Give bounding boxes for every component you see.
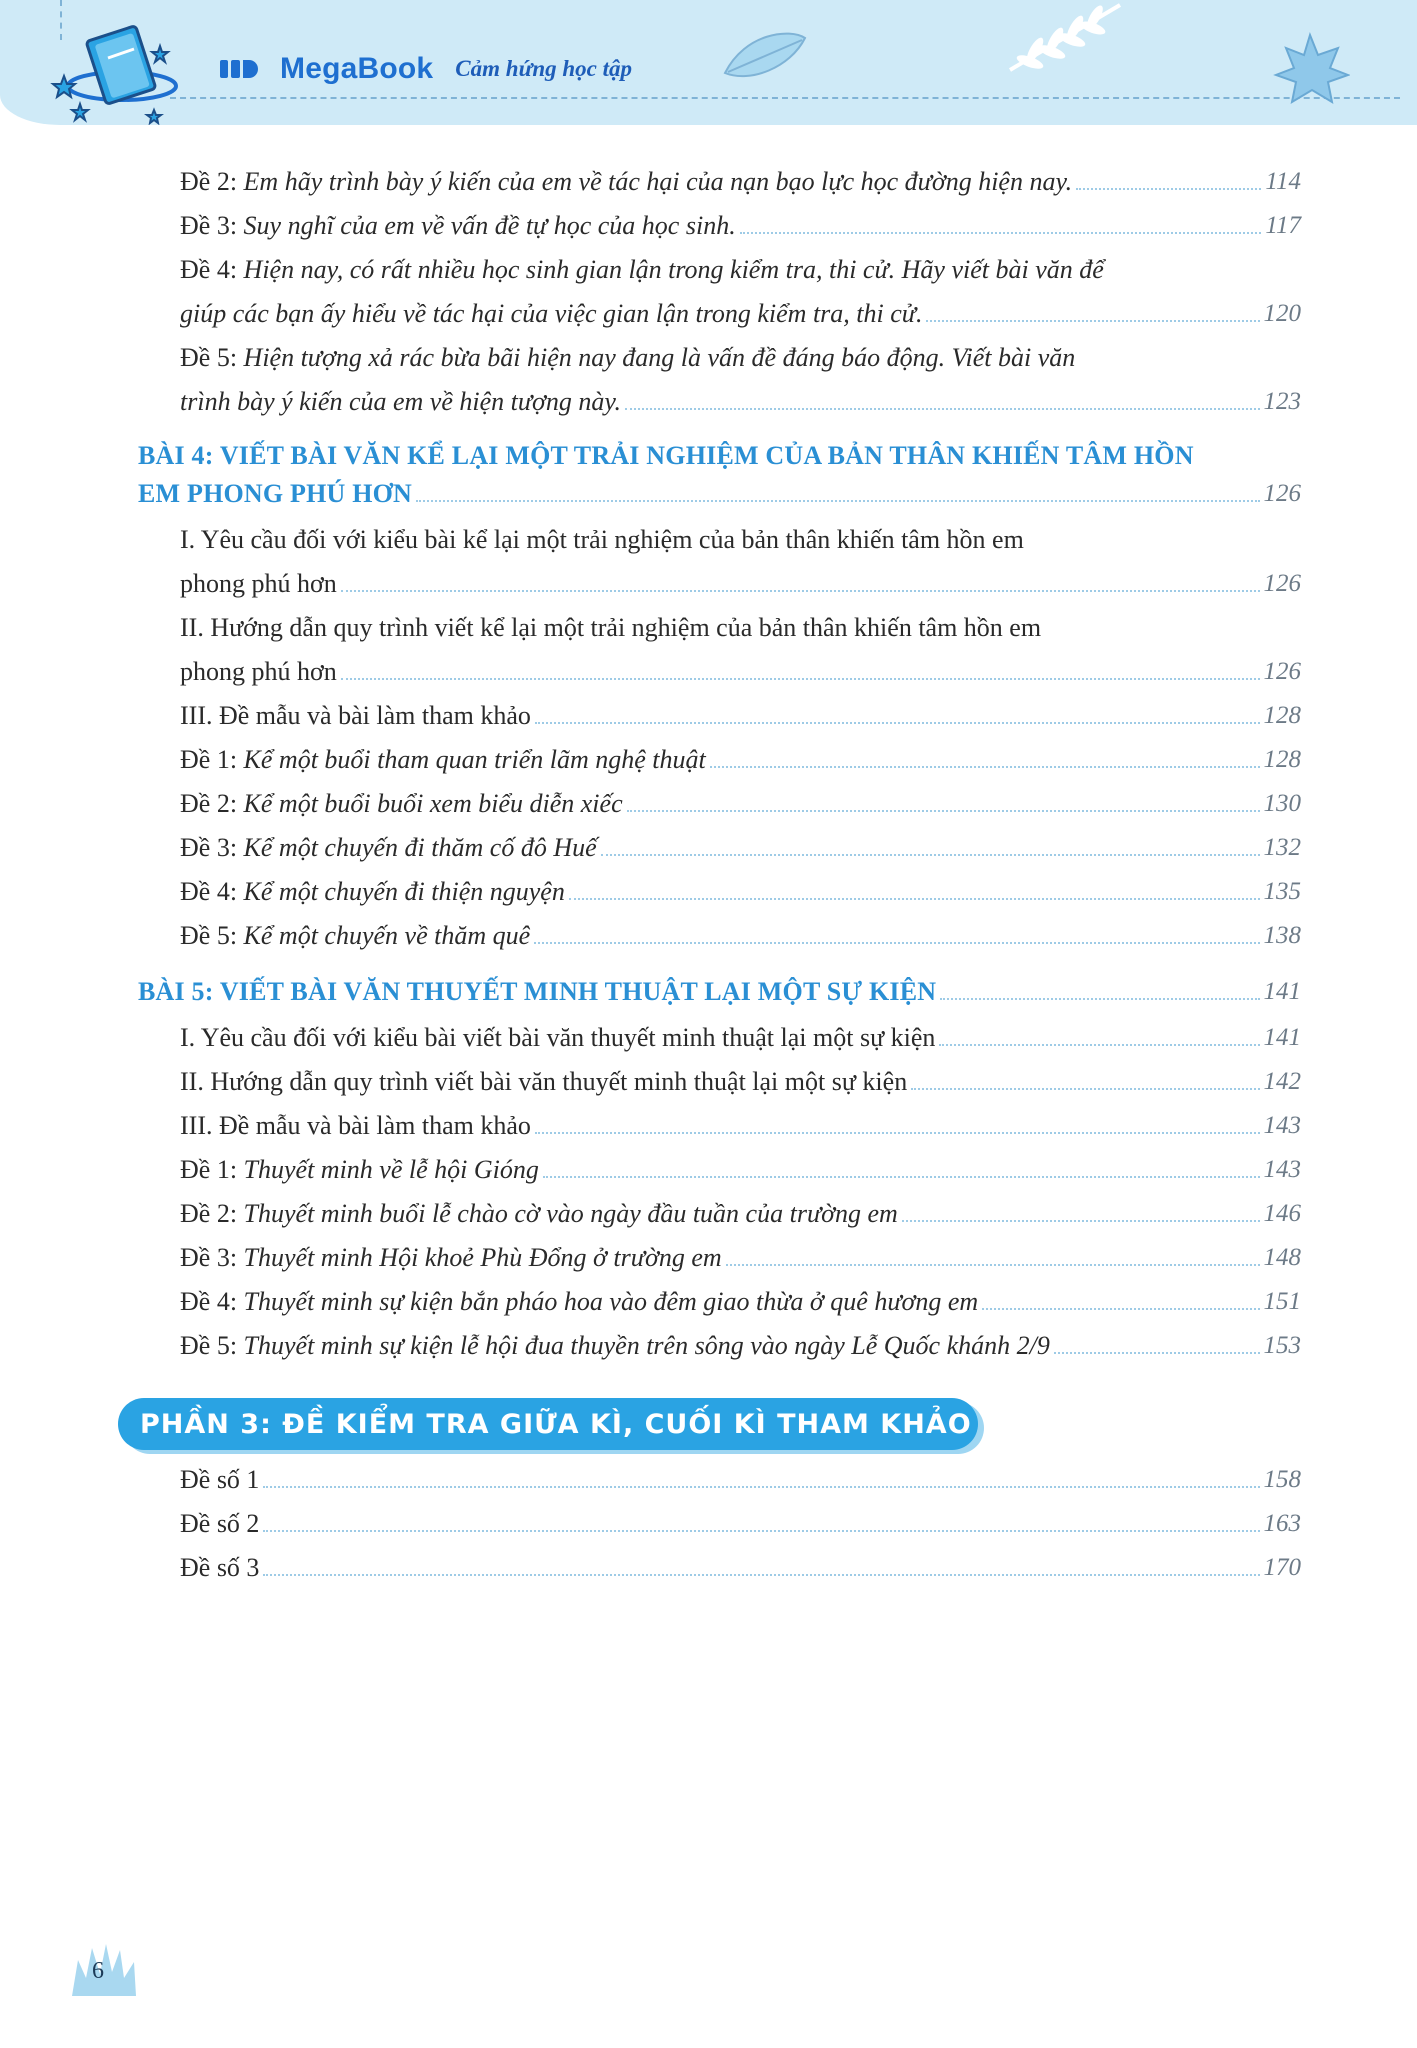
- toc-entry[interactable]: [180, 700, 1301, 732]
- page-number: 126: [1263, 658, 1301, 685]
- page-number: 148: [1263, 1244, 1301, 1271]
- entry-prefix: Đề 1:: [180, 745, 244, 774]
- dot-leader: [926, 320, 1259, 322]
- entry-prefix: Đề 4:: [180, 877, 244, 906]
- entry-title-cont: phong phú hơn: [180, 569, 337, 598]
- page-number: 158: [1263, 1466, 1301, 1493]
- entry-title: Suy nghĩ của em về vấn đề tự học của học sinh.: [243, 211, 736, 240]
- page-number: 130: [1263, 790, 1301, 817]
- page-number: 123: [1263, 388, 1301, 415]
- dot-leader: [263, 1486, 1259, 1488]
- dot-leader: [982, 1308, 1259, 1310]
- toc-entry[interactable]: [180, 1464, 1301, 1496]
- page-number: 142: [1263, 1068, 1301, 1095]
- toc-entry[interactable]: [180, 832, 1301, 864]
- page-number: 170: [1263, 1554, 1301, 1581]
- entry-title: Đề số 1: [180, 1465, 260, 1494]
- toc-entry[interactable]: [180, 166, 1301, 198]
- page-number: 138: [1263, 922, 1301, 949]
- page-number: 128: [1263, 746, 1301, 773]
- page-number-text: 6: [92, 1958, 104, 1984]
- dot-leader: [726, 1264, 1260, 1266]
- dot-leader: [627, 810, 1260, 812]
- dot-leader: [535, 722, 1260, 724]
- entry-title: Kể một chuyến về thăm quê: [243, 921, 531, 950]
- dot-leader: [625, 408, 1259, 410]
- entry-title-cont: giúp các bạn ấy hiểu về tác hại của việc gian lận trong kiểm tra, thi cử.: [180, 299, 923, 328]
- dot-leader: [341, 678, 1260, 680]
- page-number: 143: [1263, 1156, 1301, 1183]
- toc-entry-line[interactable]: II. Hướng dẫn quy trình viết kể lại một trải nghiệm của bản thân khiến tâm hồn em: [180, 613, 1042, 642]
- dot-leader: [263, 1530, 1259, 1532]
- entry-title: Hiện tượng xả rác bừa bãi hiện nay đang là vấn đề đáng báo động. Viết bài văn: [243, 343, 1076, 372]
- section-heading-entry[interactable]: [138, 478, 1301, 510]
- dot-leader: [1076, 188, 1261, 190]
- dot-leader: [601, 854, 1260, 856]
- toc-entry[interactable]: [180, 210, 1301, 242]
- page-number: 126: [1263, 480, 1301, 507]
- entry-title: Kể một chuyến đi thăm cố đô Huế: [243, 833, 597, 862]
- page-number: 153: [1263, 1332, 1301, 1359]
- entry-title: Kể một buổi buổi xem biểu diễn xiếc: [243, 789, 623, 818]
- page-number: 141: [1263, 1024, 1301, 1051]
- page-number: 163: [1263, 1510, 1301, 1537]
- entry-prefix: Đề 3:: [180, 1243, 244, 1272]
- page-number: 117: [1265, 212, 1301, 239]
- page-number-badge: [68, 1940, 140, 2000]
- dot-leader: [535, 1132, 1260, 1134]
- dot-leader: [543, 1176, 1260, 1178]
- page-number: 143: [1263, 1112, 1301, 1139]
- dot-leader: [534, 942, 1259, 944]
- section-heading: BÀI 5: VIẾT BÀI VĂN THUYẾT MINH THUẬT LẠI MỘT SỰ KIỆN: [138, 977, 937, 1006]
- entry-title: III. Đề mẫu và bài làm tham khảo: [180, 1111, 531, 1140]
- dot-leader: [911, 1088, 1259, 1090]
- entry-title: II. Hướng dẫn quy trình viết bài văn thuyết minh thuật lại một sự kiện: [180, 1067, 908, 1096]
- page-number: 132: [1263, 834, 1301, 861]
- toc-entry[interactable]: [180, 386, 1301, 418]
- page-number: 135: [1263, 878, 1301, 905]
- page-header: [0, 0, 1417, 125]
- toc-entry[interactable]: [180, 1154, 1301, 1186]
- entry-title: Em hãy trình bày ý kiến của em về tác hại của nạn bạo lực học đường hiện nay.: [243, 167, 1073, 196]
- page-number: 120: [1263, 300, 1301, 327]
- entry-title: Đề số 3: [180, 1553, 260, 1582]
- maple-leaf-icon: [1270, 30, 1350, 110]
- toc-entry[interactable]: [180, 298, 1301, 330]
- part-banner-title: PHẦN 3: ĐỀ KIỂM TRA GIỮA KÌ, CUỐI KÌ THAM KHẢO: [140, 1408, 972, 1440]
- entry-title: Kể một chuyến đi thiện nguyện: [243, 877, 565, 906]
- toc-entry-line[interactable]: [180, 342, 1075, 374]
- entry-title: Thuyết minh về lễ hội Gióng: [243, 1155, 539, 1184]
- toc-entry[interactable]: [180, 1242, 1301, 1274]
- page-number: 126: [1263, 570, 1301, 597]
- dot-leader: [263, 1574, 1259, 1576]
- toc-entry[interactable]: [180, 1552, 1301, 1584]
- book-with-stars-icon: [50, 18, 180, 125]
- toc-entry[interactable]: [180, 788, 1301, 820]
- entry-prefix: Đề 5:: [180, 921, 244, 950]
- entry-prefix: Đề 1:: [180, 1155, 244, 1184]
- dot-leader: [939, 1044, 1259, 1046]
- dot-leader: [569, 898, 1260, 900]
- toc-entry[interactable]: [180, 1508, 1301, 1540]
- section-heading-entry[interactable]: [138, 976, 1301, 1008]
- toc-entry[interactable]: [180, 744, 1301, 776]
- entry-title: Thuyết minh sự kiện bắn pháo hoa vào đêm giao thừa ở quê hương em: [243, 1287, 979, 1316]
- entry-title: Hiện nay, có rất nhiều học sinh gian lận trong kiểm tra, thi cử. Hãy viết bài văn để: [243, 255, 1104, 284]
- toc-entry-line[interactable]: [180, 254, 1104, 286]
- entry-prefix: Đề 2:: [180, 789, 244, 818]
- page-number: 151: [1263, 1288, 1301, 1315]
- entry-prefix: Đề 3:: [180, 211, 244, 240]
- entry-title-cont: trình bày ý kiến của em về hiện tượng này.: [180, 387, 622, 416]
- entry-prefix: Đề 5:: [180, 1331, 244, 1360]
- toc-entry[interactable]: [180, 1198, 1301, 1230]
- brand-name: MegaBook: [280, 52, 434, 85]
- toc-entry[interactable]: [180, 1286, 1301, 1318]
- dot-leader: [416, 500, 1259, 502]
- toc-entry-line[interactable]: I. Yêu cầu đối với kiểu bài kể lại một trải nghiệm của bản thân khiến tâm hồn em: [180, 525, 1024, 554]
- dot-leader: [710, 766, 1260, 768]
- dot-leader: [1054, 1352, 1260, 1354]
- dot-leader: [740, 232, 1262, 234]
- toc-entry[interactable]: [180, 1110, 1301, 1142]
- toc-entry[interactable]: [180, 1330, 1301, 1362]
- entry-prefix: Đề 2:: [180, 1199, 244, 1228]
- page-number: 114: [1265, 168, 1301, 195]
- entry-title: Thuyết minh sự kiện lễ hội đua thuyền trên sông vào ngày Lễ Quốc khánh 2/9: [243, 1331, 1050, 1360]
- brand-slogan: Cảm hứng học tập: [455, 56, 633, 81]
- page-number: 141: [1263, 978, 1301, 1005]
- toc-entry[interactable]: [180, 920, 1301, 952]
- entry-title-cont: phong phú hơn: [180, 657, 337, 686]
- brand-mark-icon: [220, 58, 258, 80]
- entry-title: Kể một buổi tham quan triển lãm nghệ thuật: [243, 745, 706, 774]
- leaf-icon: [720, 28, 810, 88]
- section-heading[interactable]: BÀI 4: VIẾT BÀI VĂN KỂ LẠI MỘT TRẢI NGHIỆM CỦA BẢN THÂN KHIẾN TÂM HỒN: [138, 441, 1194, 470]
- dot-leader: [341, 590, 1260, 592]
- page-number: 128: [1263, 702, 1301, 729]
- fern-icon: [1000, 0, 1130, 80]
- toc-entry[interactable]: [180, 876, 1301, 908]
- part-banner[interactable]: [118, 1398, 978, 1450]
- toc-entry[interactable]: [180, 656, 1301, 688]
- entry-title: III. Đề mẫu và bài làm tham khảo: [180, 701, 531, 730]
- section-heading-cont: EM PHONG PHÚ HƠN: [138, 479, 413, 508]
- entry-prefix: Đề 4:: [180, 255, 244, 284]
- entry-title: Đề số 2: [180, 1509, 260, 1538]
- toc-entry[interactable]: [180, 1022, 1301, 1054]
- page-number: 146: [1263, 1200, 1301, 1227]
- entry-prefix: Đề 2:: [180, 167, 244, 196]
- entry-prefix: Đề 3:: [180, 833, 244, 862]
- header-dash-line: [170, 97, 1400, 99]
- dot-leader: [902, 1220, 1260, 1222]
- entry-prefix: Đề 4:: [180, 1287, 244, 1316]
- toc-entry[interactable]: [180, 1066, 1301, 1098]
- entry-prefix: Đề 5:: [180, 343, 244, 372]
- brand-logo: [220, 52, 632, 86]
- toc-entry[interactable]: [180, 568, 1301, 600]
- dot-leader: [940, 998, 1259, 1000]
- entry-title: Thuyết minh Hội khoẻ Phù Đổng ở trường em: [243, 1243, 722, 1272]
- entry-title: Thuyết minh buổi lễ chào cờ vào ngày đầu tuần của trường em: [243, 1199, 898, 1228]
- entry-title: I. Yêu cầu đối với kiểu bài viết bài văn thuyết minh thuật lại một sự kiện: [180, 1023, 936, 1052]
